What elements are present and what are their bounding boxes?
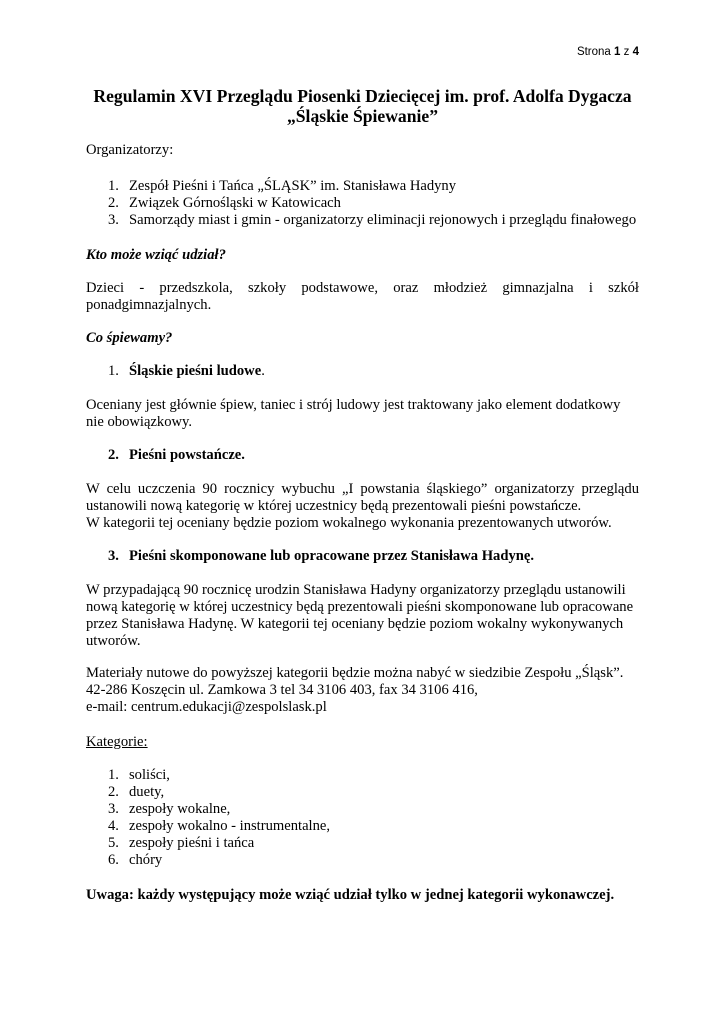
category-item: 4. zespoły wokalno - instrumentalne,: [108, 818, 331, 834]
organizers-heading: Organizatorzy:: [86, 142, 174, 158]
s3-line-3: przez Stanisława Hadynę. W kategorii tej oceniany będzie poziom wokalny wykonywanych: [86, 616, 624, 632]
category-item: 5. zespoły pieśni i tańca: [108, 835, 255, 851]
who-heading: Kto może wziąć udział?: [86, 247, 226, 263]
section-2-paragraph: [86, 481, 639, 532]
s3-line-4: utworów.: [86, 633, 141, 649]
s3-line-2: nową kategorię w której uczestnicy będą prezentowali pieśni skomponowane lub opracowane: [86, 599, 634, 615]
s2-line-3: W kategorii tej oceniany będzie poziom wokalnego wykonania prezentowanych utworów.: [86, 515, 612, 531]
category-item: 1. soliści,: [108, 767, 170, 783]
note-text: Uwaga: każdy występujący może wziąć udział tylko w jednej kategorii wykonawczej.: [86, 887, 615, 903]
section-3-title: 3. Pieśni skomponowane lub opracowane przez Stanisława Hadynę.: [108, 548, 535, 564]
title-line-1: Regulamin XVI Przeglądu Piosenki Dziecięcej im. prof. Adolfa Dygacza: [93, 86, 632, 106]
categories-heading: Kategorie:: [86, 734, 148, 750]
who-line-1: Dzieci - przedszkola, szkoły podstawowe, oraz młodzież gimnazjalna i szkół: [86, 280, 639, 296]
materials-line-3: e-mail: centrum.edukacji@zespolslask.pl: [86, 699, 327, 715]
page-total: 4: [632, 46, 639, 58]
category-item: 2. duety,: [108, 784, 165, 800]
category-item: 6. chóry: [108, 852, 163, 868]
page-current: 1: [614, 46, 621, 58]
document-title: [86, 86, 639, 126]
s2-line-2: ustanowili nową kategorię w której uczestnicy będą prezentowali pieśni powstańcze.: [86, 498, 582, 514]
who-line-2: ponadgimnazjalnych.: [86, 297, 212, 313]
organizer-item: 2. Związek Górnośląski w Katowicach: [108, 195, 341, 211]
what-heading: Co śpiewamy?: [86, 330, 173, 346]
who-paragraph: [86, 280, 639, 314]
s3-line-1: W przypadającą 90 rocznicę urodzin Stanisława Hadyny organizatorzy przeglądu ustanowili: [86, 582, 626, 598]
materials-paragraph: [86, 665, 639, 716]
s1-line-1: Oceniany jest głównie śpiew, taniec i strój ludowy jest traktowany jako element dodatkowy: [86, 397, 621, 413]
section-1-paragraph: [86, 397, 639, 431]
page-sep: z: [623, 46, 630, 58]
materials-line-1: Materiały nutowe do powyższej kategorii będzie można nabyć w siedzibie Zespołu „Śląsk”.: [86, 665, 624, 681]
page-prefix: Strona: [576, 46, 611, 58]
section-3-paragraph: [86, 582, 639, 650]
organizer-item: 3. Samorządy miast i gmin - organizatorzy eliminacji rejonowych i przeglądu finałowego: [108, 212, 637, 228]
section-1-title: 1. Śląskie pieśni ludowe.: [108, 363, 265, 379]
title-line-2: „Śląskie Śpiewanie”: [286, 106, 439, 126]
page-number: [577, 44, 639, 61]
materials-line-2: 42-286 Koszęcin ul. Zamkowa 3 tel 34 3106 403, fax 34 3106 416,: [86, 682, 478, 698]
s1-line-2: nie obowiązkowy.: [86, 414, 193, 430]
organizer-item: 1. Zespół Pieśni i Tańca „ŚLĄSK” im. Stanisława Hadyny: [108, 178, 457, 194]
category-item: 3. zespoły wokalne,: [108, 801, 231, 817]
section-2-title: 2. Pieśni powstańcze.: [108, 447, 245, 463]
s2-line-1: W celu uczczenia 90 rocznicy wybuchu „I powstania śląskiego” organizatorzy przeglądu: [86, 481, 639, 497]
